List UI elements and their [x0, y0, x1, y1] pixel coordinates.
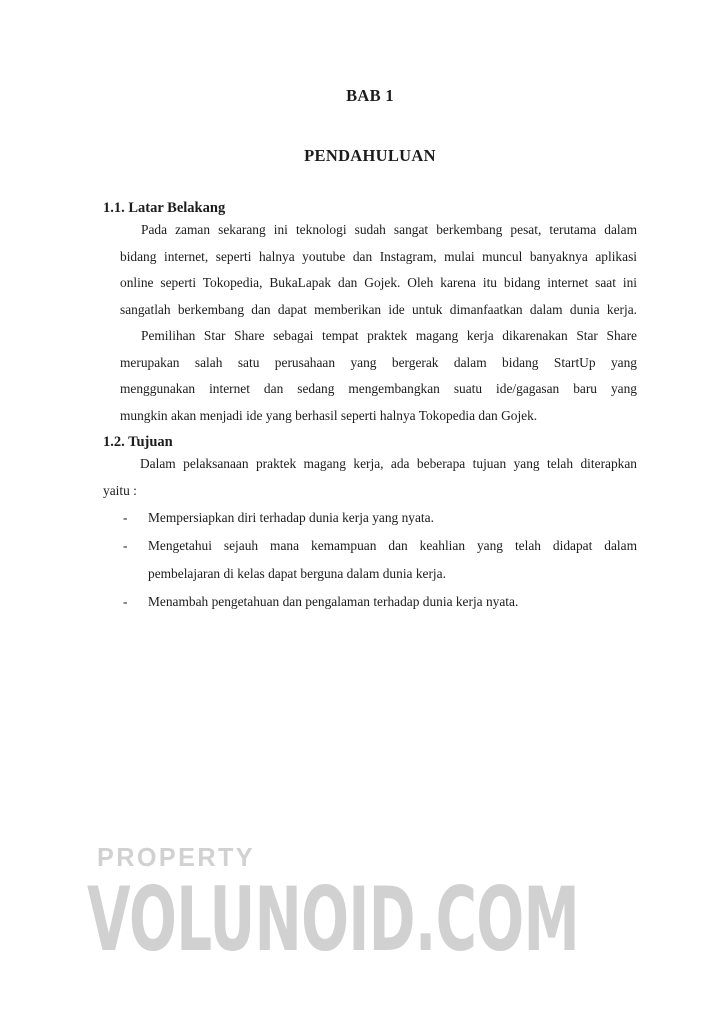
bullet-marker: - — [123, 538, 128, 553]
paragraph-3 — [103, 451, 637, 504]
text-line: sangatlah berkembang dan dapat memberikan ide untuk dimanfaatkan dalam dunia kerja. — [120, 301, 637, 317]
bullet-marker: - — [123, 594, 128, 609]
text-line: menggunakan internet dan sedang mengembangkan suatu ide/gagasan baru yang — [120, 381, 637, 396]
bullet-list — [103, 504, 637, 616]
text-line: yaitu : — [103, 482, 137, 498]
bullet-text-line: pembelajaran di kelas dapat berguna dalam dunia kerja. — [148, 566, 446, 581]
section-heading-1-2: 1.2. Tujuan — [103, 434, 173, 450]
bullet-marker: - — [123, 510, 128, 525]
bullet-item — [103, 504, 637, 532]
watermark-property-text: PROPERTY — [97, 842, 255, 872]
paragraph-2 — [120, 323, 637, 429]
bullet-item — [103, 588, 637, 616]
bullet-text-line: Mengetahui sejauh mana kemampuan dan keahlian yang telah didapat dalam — [148, 538, 637, 553]
paragraph-1 — [120, 217, 637, 323]
text-line: mungkin akan menjadi ide yang berhasil seperti halnya Tokopedia dan Gojek. — [120, 407, 538, 423]
bullet-text-line: Mempersiapkan diri terhadap dunia kerja yang nyata. — [148, 510, 434, 525]
bullet-item — [103, 532, 637, 588]
chapter-label: BAB 1 — [346, 86, 394, 105]
watermark-brand-text: VOLUNOID.COM — [87, 868, 579, 971]
text-line: Pemilihan Star Share sebagai tempat praktek magang kerja dikarenakan Star Share — [141, 328, 637, 343]
text-line: merupakan salah satu perusahaan yang bergerak dalam bidang StartUp yang — [120, 354, 637, 370]
chapter-title: PENDAHULUAN — [304, 146, 436, 165]
text-line: Dalam pelaksanaan praktek magang kerja, ada beberapa tujuan yang telah diterapkan — [140, 456, 637, 471]
bullet-text-line: Menambah pengetahuan dan pengalaman terhadap dunia kerja nyata. — [148, 594, 519, 609]
text-line: online seperti Tokopedia, BukaLapak dan Gojek. Oleh karena itu bidang internet saat ini — [120, 275, 637, 290]
section-heading-1-1: 1.1. Latar Belakang — [103, 200, 226, 216]
text-line: bidang internet, seperti halnya youtube dan Instagram, mulai muncul banyaknya aplikasi — [120, 248, 637, 264]
text-line: Pada zaman sekarang ini teknologi sudah sangat berkembang pesat, terutama dalam — [141, 222, 637, 237]
